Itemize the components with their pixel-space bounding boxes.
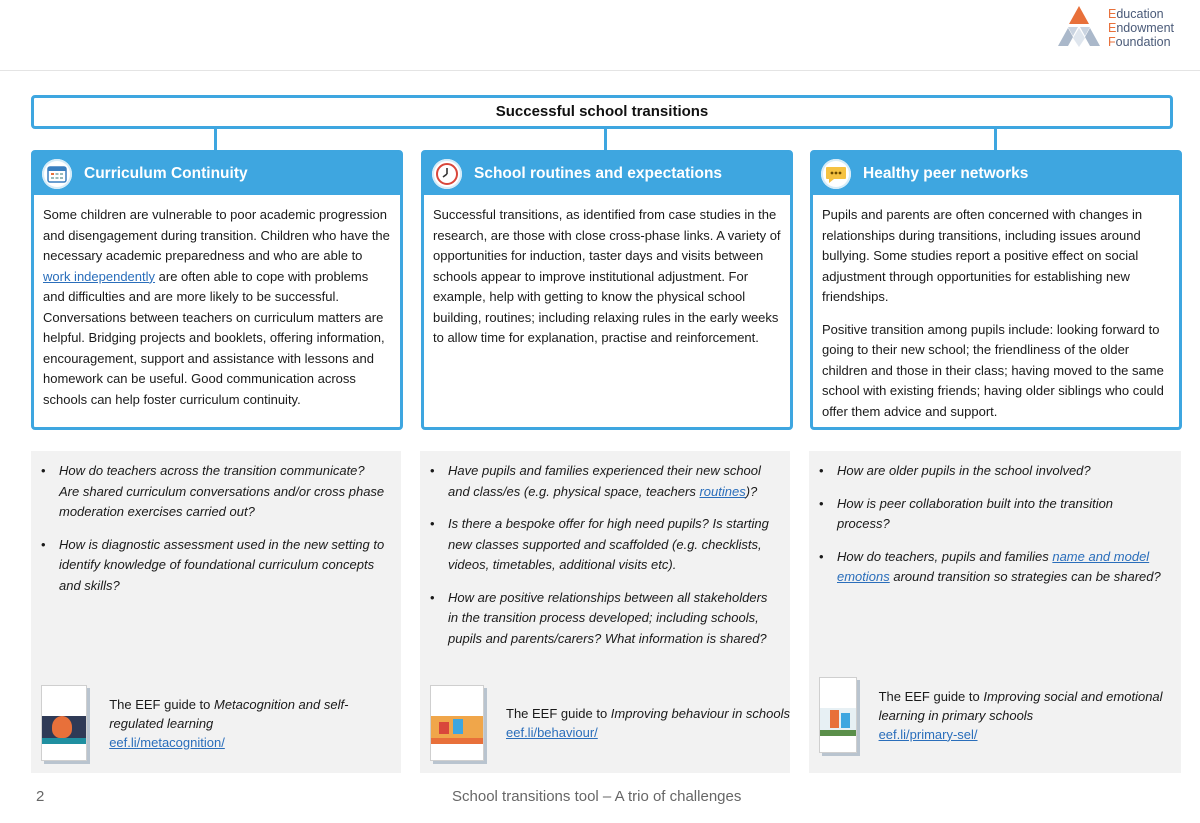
routines-link[interactable]: routines — [699, 483, 746, 499]
name-and-model-emotions-link[interactable]: name and model emotions — [837, 548, 1150, 584]
connector-line — [214, 128, 217, 150]
questions-school-routines — [420, 451, 790, 773]
guide-text: The EEF guide to Improving social and emotional learning in primary schools eef.li/primary-sel/ — [878, 688, 1163, 742]
connector-line — [604, 128, 607, 150]
card-body: Successful transitions, as identified from case studies in the research, are those with close cross-phase links. A variety of opportunities for induction, taster days and visits between schools appear to improve institutional adjustment. For example, help with getting to know the physical school building, routines; including relaxing rules in the early weeks to allow time for explanation, practise and reinforcement. — [433, 207, 781, 345]
guide-cover-behaviour — [430, 685, 484, 761]
card-curriculum-continuity — [31, 150, 403, 430]
eef-logo — [1056, 4, 1196, 50]
question-item: • How are positive relationships between all stakeholders in the transition process developed; including schools, pupils and parents/carers? What information is shared? — [448, 588, 776, 650]
question-item: • How do teachers across the transition communicate? Are shared curriculum conversations and/or cross phase moderation exercises carried out? — [59, 461, 387, 523]
behaviour-link[interactable]: eef.li/behaviour/ — [506, 725, 598, 740]
question-item: • How is peer collaboration built into the transition process? — [837, 494, 1167, 535]
question-item: • How is diagnostic assessment used in the new setting to identify knowledge of foundational curriculum concepts and skills? — [59, 535, 387, 597]
page-header — [0, 0, 1200, 71]
questions-curriculum-continuity — [31, 451, 401, 773]
question-item: • Have pupils and families experienced their new school and class/es (e.g. physical space, teachers routines)? — [448, 461, 776, 502]
eef-triangle-logo-icon — [1056, 4, 1102, 50]
calendar-icon — [42, 159, 72, 189]
guide-reference — [819, 677, 1181, 753]
question-item: • Is there a bespoke offer for high need pupils? Is starting new classes supported and scaffolded (e.g. checklists, videos, timetables, additional visits etc). — [448, 514, 776, 576]
diagram-title: Successful school transitions — [31, 95, 1173, 129]
card-body: Some children are vulnerable to poor academic progression and disengagement during transition. Children who have the necessary academic preparedness and who are able to work independently are often able to cope with problems and difficulties and are more likely to be successful. Conversations between teachers on curriculum matters are helpful. Bridging projects and booklets, offering information, encouragement, support and assistance with lessons and homework can be useful. Good communication across schools can help foster curriculum continuity. — [43, 207, 390, 407]
work-independently-link[interactable]: work independently — [43, 268, 156, 284]
questions-healthy-peer-networks — [809, 451, 1181, 773]
card-title: Curriculum Continuity — [84, 165, 248, 182]
footer-title: School transitions tool – A trio of challenges — [452, 788, 742, 805]
metacognition-link[interactable]: eef.li/metacognition/ — [109, 734, 225, 750]
guide-text: The EEF guide to Metacognition and self-regulated learning eef.li/metacognition/ — [109, 696, 349, 750]
card-healthy-peer-networks — [810, 150, 1182, 430]
card-school-routines — [421, 150, 793, 430]
page-number: 2 — [36, 788, 45, 805]
speech-bubble-icon — [821, 159, 851, 189]
clock-icon — [432, 159, 462, 189]
connector-line — [994, 128, 997, 150]
question-item: • How are older pupils in the school involved? — [837, 461, 1167, 482]
primary-sel-link[interactable]: eef.li/primary-sel/ — [878, 726, 978, 742]
card-title: Healthy peer networks — [863, 165, 1029, 182]
question-item: • How do teachers, pupils and families name and model emotions around transition so strategies can be shared? — [837, 547, 1167, 588]
guide-reference — [430, 685, 790, 761]
card-header — [34, 153, 400, 195]
card-title: School routines and expectations — [474, 165, 723, 182]
logo-wordmark: Education Endowment Foundation — [1108, 7, 1175, 49]
guide-reference — [41, 685, 401, 761]
guide-cover-social-emotional — [819, 677, 857, 753]
guide-cover-metacognition — [41, 685, 87, 761]
card-header — [813, 153, 1179, 195]
card-body: Pupils and parents are often concerned with changes in relationships during transitions, including issues around bullying. Some studies report a positive effect on social adjustment through opportunities for establishing new friendships. Positive transition among pupils include: looking forward to going to their new school; the friendliness of the older children and those in their class; having moved to the same school with existing friends; having older siblings who could offer them advice and support. — [822, 207, 1164, 419]
guide-text: The EEF guide to Improving behaviour in schools eef.li/behaviour/ — [506, 706, 790, 740]
card-header — [424, 153, 790, 195]
